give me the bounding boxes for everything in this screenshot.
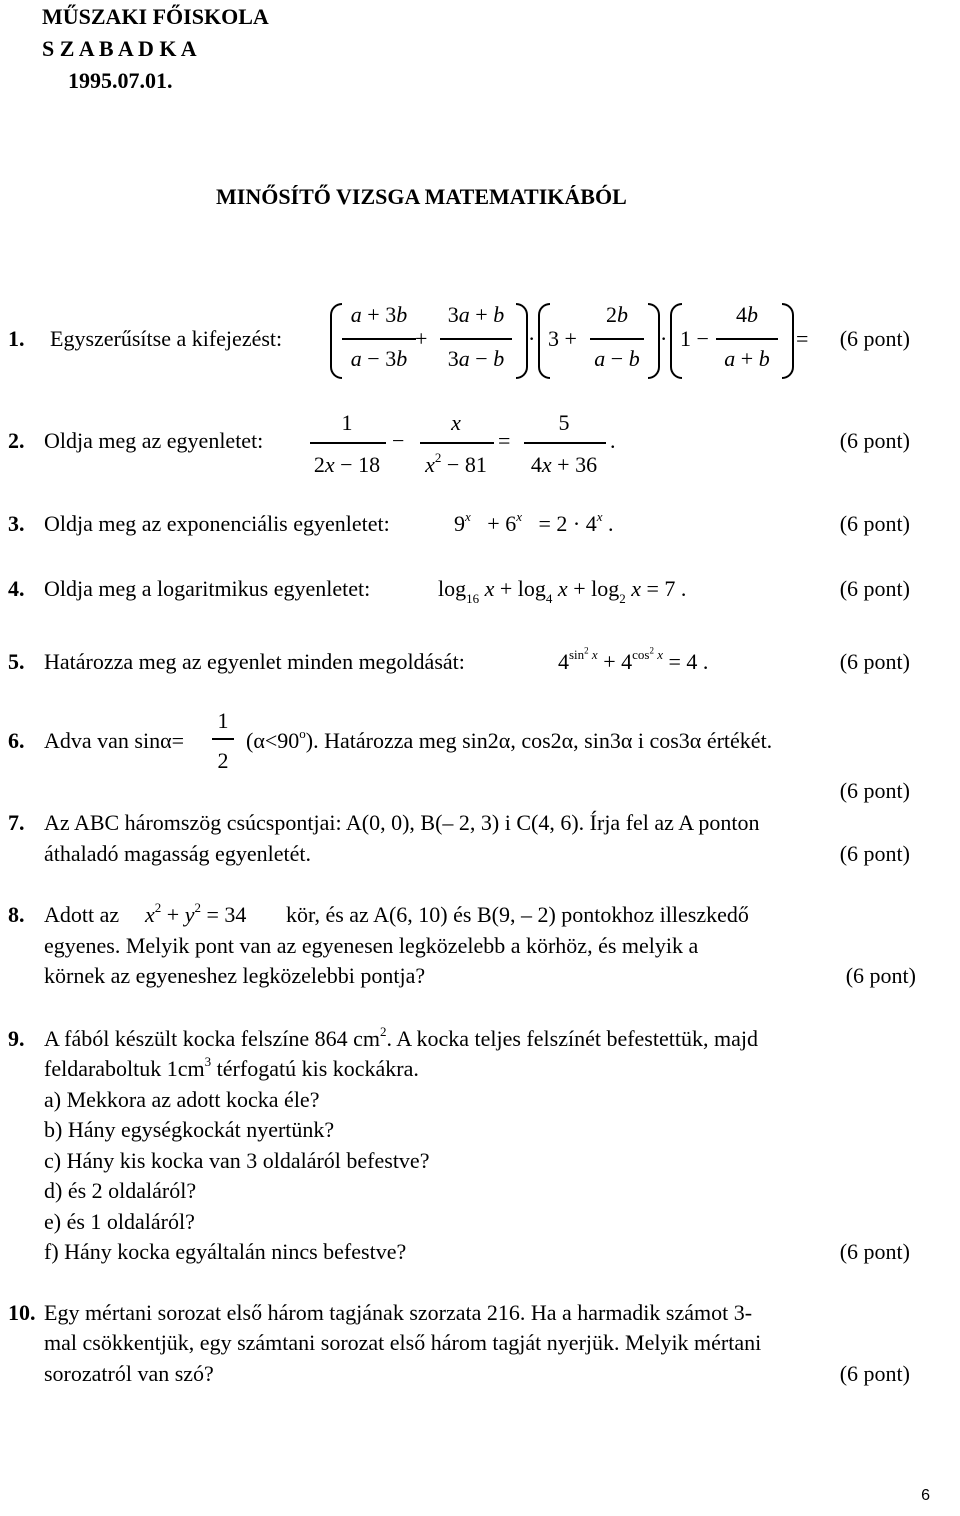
page-title: MINŐSÍTŐ VIZSGA MATEMATIKÁBÓL xyxy=(216,184,627,209)
problem-10-points: (6 pont) xyxy=(839,1361,910,1386)
problem-4-text: Oldja meg a logaritmikus egyenletet: xyxy=(44,576,371,601)
problem-10-line-1: Egy mértani sorozat első három tagjának szorzata 216. Ha a harmadik számot 3- xyxy=(44,1300,753,1325)
problem-7-number: 7. xyxy=(8,810,25,835)
problem-10-number: 10. xyxy=(8,1300,36,1325)
page-number: 6 xyxy=(921,1487,930,1504)
problem-10-line-2: mal csökkentjük, egy számtani sorozat első három tagját nyerjük. Melyik mértani xyxy=(44,1330,762,1355)
problem-8-number: 8. xyxy=(8,902,25,927)
problem-5-equation: $4^{sin^2 x} + 4^{cos^2 x} = 4$ . xyxy=(558,645,709,674)
problem-5-text: Határozza meg az egyenlet minden megoldását: xyxy=(44,649,465,674)
right-paren xyxy=(782,303,794,379)
problem-2-text: Oldja meg az egyenletet: xyxy=(44,428,264,453)
problem-3-number: 3. xyxy=(8,511,25,536)
fraction: 4b a + b xyxy=(712,300,782,380)
problem-9-line-1: A fából készült kocka felszíne 864 $cm^2$. A kocka teljes felszínét befestettük, majd xyxy=(44,1024,758,1051)
right-paren xyxy=(648,303,660,379)
problem-8-line-2: egyenes. Melyik pont van az egyenesen legközelebb a körhöz, és melyik a xyxy=(44,933,699,958)
exam-date: 1995.07.01. xyxy=(68,68,173,93)
problem-4-number: 4. xyxy=(8,576,25,601)
problem-6-points: (6 pont) xyxy=(839,778,910,803)
problem-8-post: kör, és az A(6, 10) és B(9, – 2) pontokhoz illeszkedő xyxy=(286,902,749,927)
fraction: 3a + b 3a − b xyxy=(436,300,516,380)
problem-9-points: (6 pont) xyxy=(839,1239,910,1264)
problem-3-text: Oldja meg az exponenciális egyenletet: xyxy=(44,511,390,536)
problem-1-text: Egyszerűsítse a kifejezést: xyxy=(50,326,283,351)
problem-6-text-a: Adva van sinα= xyxy=(44,728,185,753)
problem-3-points: (6 pont) xyxy=(839,511,910,536)
problem-9-e: e) és 1 oldaláról? xyxy=(44,1209,195,1234)
problem-6-number: 6. xyxy=(8,728,25,753)
problem-10-line-3: sorozatról van szó? xyxy=(44,1361,214,1386)
problem-5-number: 5. xyxy=(8,649,25,674)
problem-9-c: c) Hány kis kocka van 3 oldaláról befestve? xyxy=(44,1148,430,1173)
problem-8-line-3: körnek az egyeneshez legközelebbi pontja? xyxy=(44,963,426,988)
problem-4-points: (6 pont) xyxy=(839,576,910,601)
fraction: a + 3b a − 3b xyxy=(338,300,420,380)
problem-6-text-b: $(\alpha<90^o)$. Határozza meg sin2α, cos2α, sin3α i cos3α értékét. xyxy=(246,726,773,753)
problem-8-pre: Adott az xyxy=(44,902,120,927)
fraction: 2b a − b xyxy=(586,300,648,380)
problem-4-equation: $\log_{16} x + \log_4 x + \log_2 x = 7$ . xyxy=(438,576,687,606)
problem-5-points: (6 pont) xyxy=(839,649,910,674)
problem-9-b: b) Hány egységkockát nyertünk? xyxy=(44,1117,335,1142)
problem-8-circle-equation: $x^2 + y^2 = 34$ xyxy=(145,900,247,927)
problem-2-number: 2. xyxy=(8,428,25,453)
problem-9-number: 9. xyxy=(8,1026,25,1051)
problem-9-f: f) Hány kocka egyáltalán nincs befestve? xyxy=(44,1239,407,1264)
problem-9-a: a) Mekkora az adott kocka éle? xyxy=(44,1087,320,1112)
problem-9-d: d) és 2 oldaláról? xyxy=(44,1178,197,1203)
problem-9-line-2: feldaraboltuk $1cm^3$ térfogatú kis kockákra. xyxy=(44,1054,419,1081)
problem-1-number: 1. xyxy=(8,326,25,351)
fraction-one-half: 1 2 xyxy=(208,708,238,774)
problem-1-points: (6 pont) xyxy=(839,326,910,351)
problem-3-equation: $9^x + 6^x = 2 \cdot 4^x$ . xyxy=(454,509,614,536)
problem-7-line-2: áthaladó magasság egyenletét. xyxy=(44,841,311,866)
city-name: S Z A B A D K A xyxy=(42,36,197,61)
problem-7-line-1: Az ABC háromszög csúcspontjai: A(0, 0), B(– 2, 3) i C(4, 6). Írja fel az A ponton xyxy=(44,810,760,835)
school-name: MŰSZAKI FŐISKOLA xyxy=(42,4,269,29)
problem-2-points: (6 pont) xyxy=(839,428,910,453)
problem-8-points: (6 pont) xyxy=(845,963,916,988)
right-paren xyxy=(516,303,528,379)
problem-7-points: (6 pont) xyxy=(839,841,910,866)
